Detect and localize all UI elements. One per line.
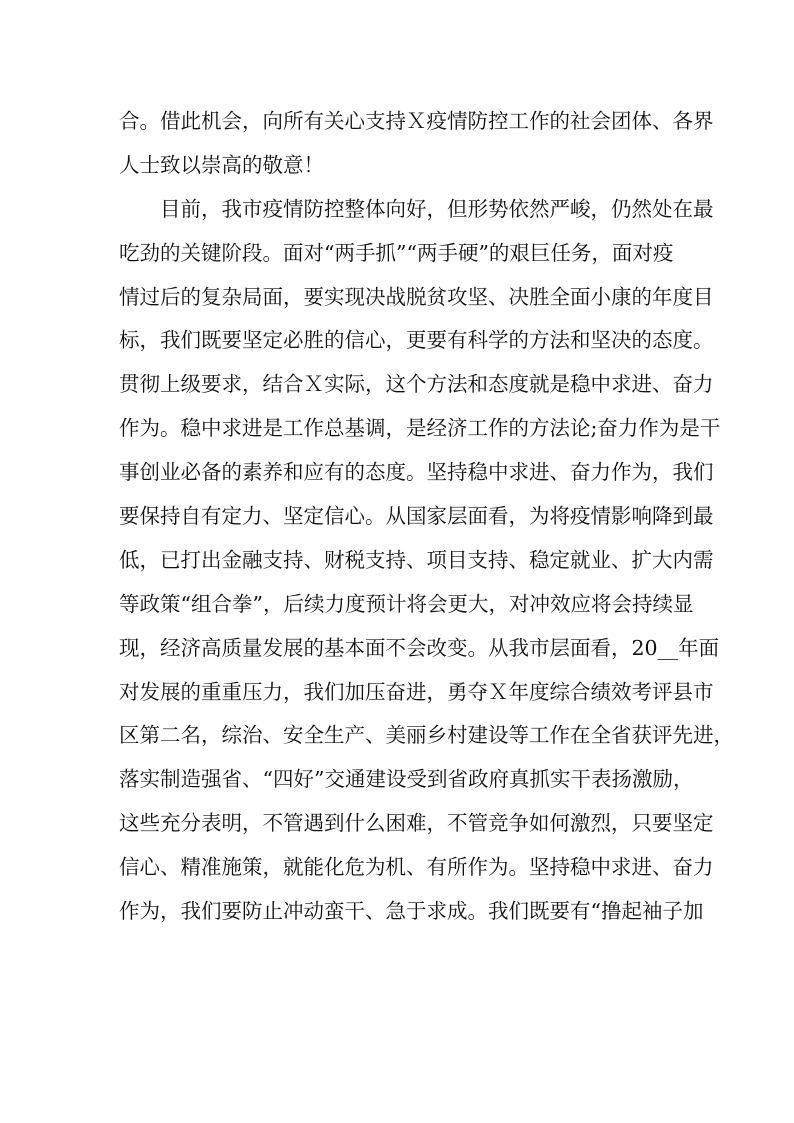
text-line: 作为，我们要防止冲动蛮干、急于求成。我们既要有“撸起袖子加 [119,899,704,924]
text-line: 区第二名，综治、安全生产、美丽乡村建设等工作在全省获评先进， [119,723,734,748]
text-line: 事创业必备的素养和应有的态度。坚持稳中求进、奋力作为，我们 [119,460,714,485]
text-line: 标，我们既要坚定必胜的信心，更要有科学的方法和坚决的态度。 [119,328,714,353]
text-line: 现，经济高质量发展的基本面不会改变。从我市层面看，20__年面 [119,635,720,660]
text-line: 信心、精准施策，就能化危为机、有所作为。坚持稳中求进、奋力 [119,855,714,880]
text-line: 吃劲的关键阶段。面对“两手抓”“两手硬”的艰巨任务，面对疫 [119,240,674,265]
text-line: 等政策“组合拳”，后续力度预计将会更大，对冲效应将会持续显 [119,591,694,616]
text-line: 要保持自有定力、坚定信心。从国家层面看，为将疫情影响降到最 [119,504,714,529]
body-text [119,103,734,937]
text-line: 落实制造强省、“四好”交通建设受到省政府真抓实干表扬激励， [119,767,694,792]
text-line: 情过后的复杂局面，要实现决战脱贫攻坚、决胜全面小康的年度目 [119,284,714,309]
text-line: 合。借此机会，向所有关心支持Ｘ疫情防控工作的社会团体、各界 [119,109,714,133]
text-line: 人士致以崇高的敬意！ [119,152,324,177]
text-line: 低，已打出金融支持、财税支持、项目支持、稳定就业、扩大内需 [119,547,714,572]
text-line: 对发展的重重压力，我们加压奋进，勇夺Ｘ年度综合绩效考评县市 [119,679,714,704]
text-line: 这些充分表明，不管遇到什么困难，不管竞争如何激烈，只要坚定 [119,811,714,836]
text-line: 作为。稳中求进是工作总基调，是经济工作的方法论;奋力作为是干 [119,416,721,441]
text-line: 贯彻上级要求，结合Ｘ实际，这个方法和态度就是稳中求进、奋力 [119,372,714,397]
paragraph-start-line: 目前，我市疫情防控整体向好，但形势依然严峻，仍然处在最 [160,196,714,221]
